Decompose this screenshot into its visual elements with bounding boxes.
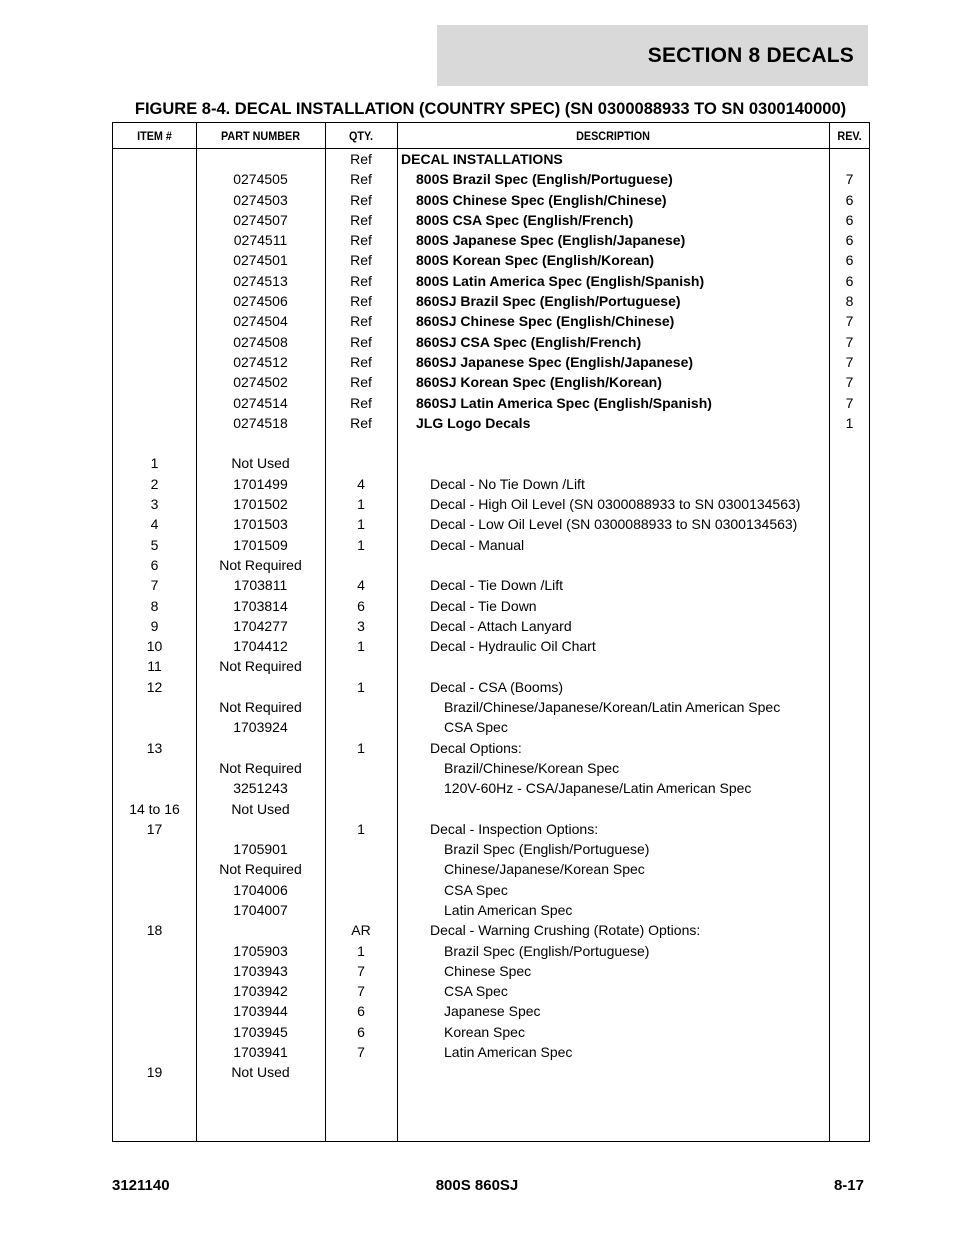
table-row [113,981,869,1001]
description-cell: 800S Japanese Spec (English/Japanese) [416,232,686,249]
table-row [113,250,869,270]
part-number-cell: 1703811 [233,577,288,594]
description-cell: 800S Chinese Spec (English/Chinese) [416,191,667,208]
qty-cell: AR [351,922,371,939]
item-cell: 18 [146,922,163,939]
description-cell: 860SJ Brazil Spec (English/Portuguese) [416,293,681,310]
section-header-banner [437,25,868,86]
part-number-cell: 1701502 [233,496,288,513]
description-cell: Latin American Spec [444,901,573,918]
description-cell: Brazil/Chinese/Korean Spec [444,759,620,776]
item-cell: 8 [150,597,159,614]
part-number-cell: 1704277 [233,617,288,634]
table-row [113,880,869,900]
rev-cell: 7 [845,353,854,370]
table-row [113,697,869,717]
description-cell: Decal - Warning Crushing (Rotate) Options: [430,922,701,939]
description-cell: 800S Korean Spec (English/Korean) [416,252,655,269]
table-row [113,961,869,981]
rev-cell: 7 [845,333,854,350]
item-cell: 14 to 16 [129,800,180,817]
item-cell: 13 [146,739,163,756]
table-row [113,535,869,555]
description-cell: Chinese Spec [444,962,532,979]
table-row [113,941,869,961]
qty-cell: Ref [350,414,372,431]
table-row [113,839,869,859]
description-cell: Decal - Hydraulic Oil Chart [430,638,596,655]
table-row [113,596,869,616]
table-row [113,1022,869,1042]
table-row [113,190,869,210]
qty-cell: 1 [357,820,365,837]
item-cell: 7 [150,577,159,594]
qty-cell: 6 [357,597,365,614]
table-row [113,393,869,413]
part-number-cell: 1703814 [233,597,288,614]
part-number-cell: Not Used [231,800,290,817]
rev-cell: 1 [845,414,854,431]
description-cell: Decal - High Oil Level (SN 0300088933 to SN 0300134563) [430,496,801,513]
qty-cell: 1 [357,496,365,513]
part-number-cell: 1703944 [233,1003,288,1020]
table-row [113,210,869,230]
description-cell: JLG Logo Decals [416,414,531,431]
description-cell: 860SJ CSA Spec (English/French) [416,333,642,350]
description-cell: Decal - Attach Lanyard [430,617,572,634]
part-number-cell: 1701503 [233,516,288,533]
description-cell: 860SJ Japanese Spec (English/Japanese) [416,353,694,370]
table-row [113,514,869,534]
part-number-cell: 0274506 [233,293,288,310]
qty-cell: Ref [350,333,372,350]
table-row [113,332,869,352]
part-number-cell: 1705903 [233,942,288,959]
table-row [113,859,869,879]
part-number-cell: Not Required [219,699,302,716]
item-cell: 9 [150,617,159,634]
part-number-cell: Not Required [219,759,302,776]
part-number-cell: 1704412 [233,638,288,655]
table-row [113,636,869,656]
table-row [113,738,869,758]
header-description: DESCRIPTION [576,128,650,143]
part-number-cell: 0274507 [233,211,288,228]
part-number-cell: 1703943 [233,962,288,979]
table-row [113,717,869,737]
part-number-cell: 0274504 [233,313,288,330]
item-cell: 2 [150,475,159,492]
qty-cell: 3 [357,617,365,634]
table-row [113,474,869,494]
description-cell: Decal - Inspection Options: [430,820,599,837]
table-row [113,656,869,676]
qty-cell: 4 [357,577,365,594]
header-part-number: PART NUMBER [220,128,301,143]
description-cell: Decal - No Tie Down /Lift [430,475,585,492]
part-number-cell: Not Required [219,658,302,675]
qty-cell: 1 [357,739,365,756]
part-number-cell: 0274513 [233,272,288,289]
qty-cell: Ref [350,252,372,269]
description-cell: CSA Spec [444,719,508,736]
part-number-cell: 1703945 [233,1023,288,1040]
item-cell: 6 [150,556,159,573]
part-number-cell: 0274511 [233,232,288,249]
item-cell: 17 [146,820,163,837]
header-rev: REV. [837,128,862,143]
part-number-cell: Not Used [231,455,290,472]
part-number-cell: 0274518 [233,414,288,431]
qty-cell: Ref [350,394,372,411]
rev-cell: 8 [845,293,854,310]
description-cell: 800S Brazil Spec (English/Portuguese) [416,171,673,188]
description-cell: Chinese/Japanese/Korean Spec [444,861,645,878]
rev-cell: 6 [845,232,854,249]
qty-cell: 1 [357,516,365,533]
table-row [113,372,869,392]
item-cell: 10 [146,638,163,655]
header-item: ITEM # [137,128,172,143]
description-cell: 800S CSA Spec (English/French) [416,211,634,228]
qty-cell: Ref [350,171,372,188]
rev-cell: 7 [845,394,854,411]
description-cell: Decal - Low Oil Level (SN 0300088933 to SN 0300134563) [430,516,798,533]
header-qty: QTY. [348,128,373,143]
rev-cell: 6 [845,272,854,289]
part-number-cell: 0274505 [233,171,288,188]
table-row [113,149,869,169]
table-row [113,677,869,697]
qty-cell: 4 [357,475,365,492]
table-row [113,819,869,839]
qty-cell: Ref [350,374,372,391]
description-cell: Decal - CSA (Booms) [430,678,564,695]
table-row [113,291,869,311]
table-row [113,920,869,940]
part-number-cell: 1704007 [233,901,288,918]
qty-cell: Ref [350,272,372,289]
table-row [113,311,869,331]
qty-cell: 7 [357,962,365,979]
rev-cell: 7 [845,171,854,188]
qty-cell: 6 [357,1003,365,1020]
description-cell: 860SJ Chinese Spec (English/Chinese) [416,313,675,330]
qty-cell: 1 [357,678,365,695]
item-cell: 12 [146,678,163,695]
description-cell: Brazil/Chinese/Japanese/Korean/Latin American Spec [444,699,781,716]
part-number-cell: 1704006 [233,881,288,898]
description-cell: 860SJ Latin America Spec (English/Spanish) [416,394,712,411]
footer-model: 800S 860SJ [435,1177,519,1194]
table-row [113,494,869,514]
parts-table [112,122,870,1142]
rev-cell: 7 [845,313,854,330]
description-cell: Korean Spec [444,1023,525,1040]
rev-cell: 7 [845,374,854,391]
item-cell: 1 [150,455,159,472]
table-row [113,900,869,920]
part-number-cell: 1701509 [233,536,288,553]
qty-cell: Ref [350,293,372,310]
description-cell: Japanese Spec [444,1003,541,1020]
item-cell: 11 [147,658,162,675]
part-number-cell: 1701499 [233,475,288,492]
description-cell: DECAL INSTALLATIONS [401,151,563,167]
footer-manual-number: 3121140 [112,1177,170,1194]
description-cell: Brazil Spec (English/Portuguese) [444,841,650,858]
qty-cell: Ref [350,353,372,370]
table-row [113,169,869,189]
qty-cell: Ref [350,313,372,330]
part-number-cell: 0274512 [233,353,288,370]
description-cell: CSA Spec [444,983,508,1000]
description-cell: Decal - Tie Down /Lift [430,577,564,594]
table-row [113,1001,869,1021]
part-number-cell: Not Required [219,861,302,878]
item-cell: 19 [146,1064,163,1081]
table-row [113,352,869,372]
description-cell: Decal Options: [430,739,522,756]
qty-cell: Ref [350,211,372,228]
part-number-cell: 0274502 [233,374,288,391]
qty-cell: 1 [357,942,365,959]
rev-cell: 6 [845,211,854,228]
footer-page-number: 8-17 [833,1177,864,1194]
item-cell: 4 [150,516,159,533]
qty-cell: 7 [357,1044,365,1061]
table-row [113,271,869,291]
part-number-cell: Not Used [231,1064,290,1081]
table-body [113,148,869,1083]
table-row [113,758,869,778]
part-number-cell: 1703942 [233,983,288,1000]
qty-cell: Ref [350,151,372,167]
item-cell: 3 [150,496,159,513]
rev-cell: 6 [845,252,854,269]
description-cell: Decal - Manual [430,536,525,553]
part-number-cell: 1703941 [233,1044,288,1061]
description-cell: CSA Spec [444,881,508,898]
table-row [113,413,869,433]
table-row [113,433,869,453]
figure-title: FIGURE 8-4. DECAL INSTALLATION (COUNTRY SPEC) (SN 0300088933 TO SN 0300140000) [134,100,847,118]
table-row [113,453,869,473]
qty-cell: 7 [357,983,365,1000]
description-cell: Brazil Spec (English/Portuguese) [444,942,650,959]
part-number-cell: 0274514 [233,394,288,411]
table-row [113,799,869,819]
part-number-cell: Not Required [219,556,302,573]
table-row [113,778,869,798]
rev-cell: 6 [845,191,854,208]
item-cell: 5 [150,536,159,553]
qty-cell: 1 [357,536,365,553]
section-title: SECTION 8 DECALS [647,43,854,67]
qty-cell: 6 [357,1023,365,1040]
description-cell: Decal - Tie Down [430,597,537,614]
table-row [113,1042,869,1062]
qty-cell: 1 [357,638,365,655]
description-cell: 120V-60Hz - CSA/Japanese/Latin American Spec [444,780,752,797]
part-number-cell: 3251243 [233,780,288,797]
table-row [113,230,869,250]
description-cell: 800S Latin America Spec (English/Spanish) [416,272,705,289]
part-number-cell: 1703924 [233,719,288,736]
part-number-cell: 0274503 [233,191,288,208]
table-row [113,1062,869,1082]
part-number-cell: 0274501 [233,252,288,269]
qty-cell: Ref [350,232,372,249]
description-cell: 860SJ Korean Spec (English/Korean) [416,374,662,391]
table-row [113,575,869,595]
part-number-cell: 1705901 [233,841,288,858]
table-row [113,555,869,575]
table-row [113,616,869,636]
description-cell: Latin American Spec [444,1044,573,1061]
part-number-cell: 0274508 [233,333,288,350]
qty-cell: Ref [350,191,372,208]
